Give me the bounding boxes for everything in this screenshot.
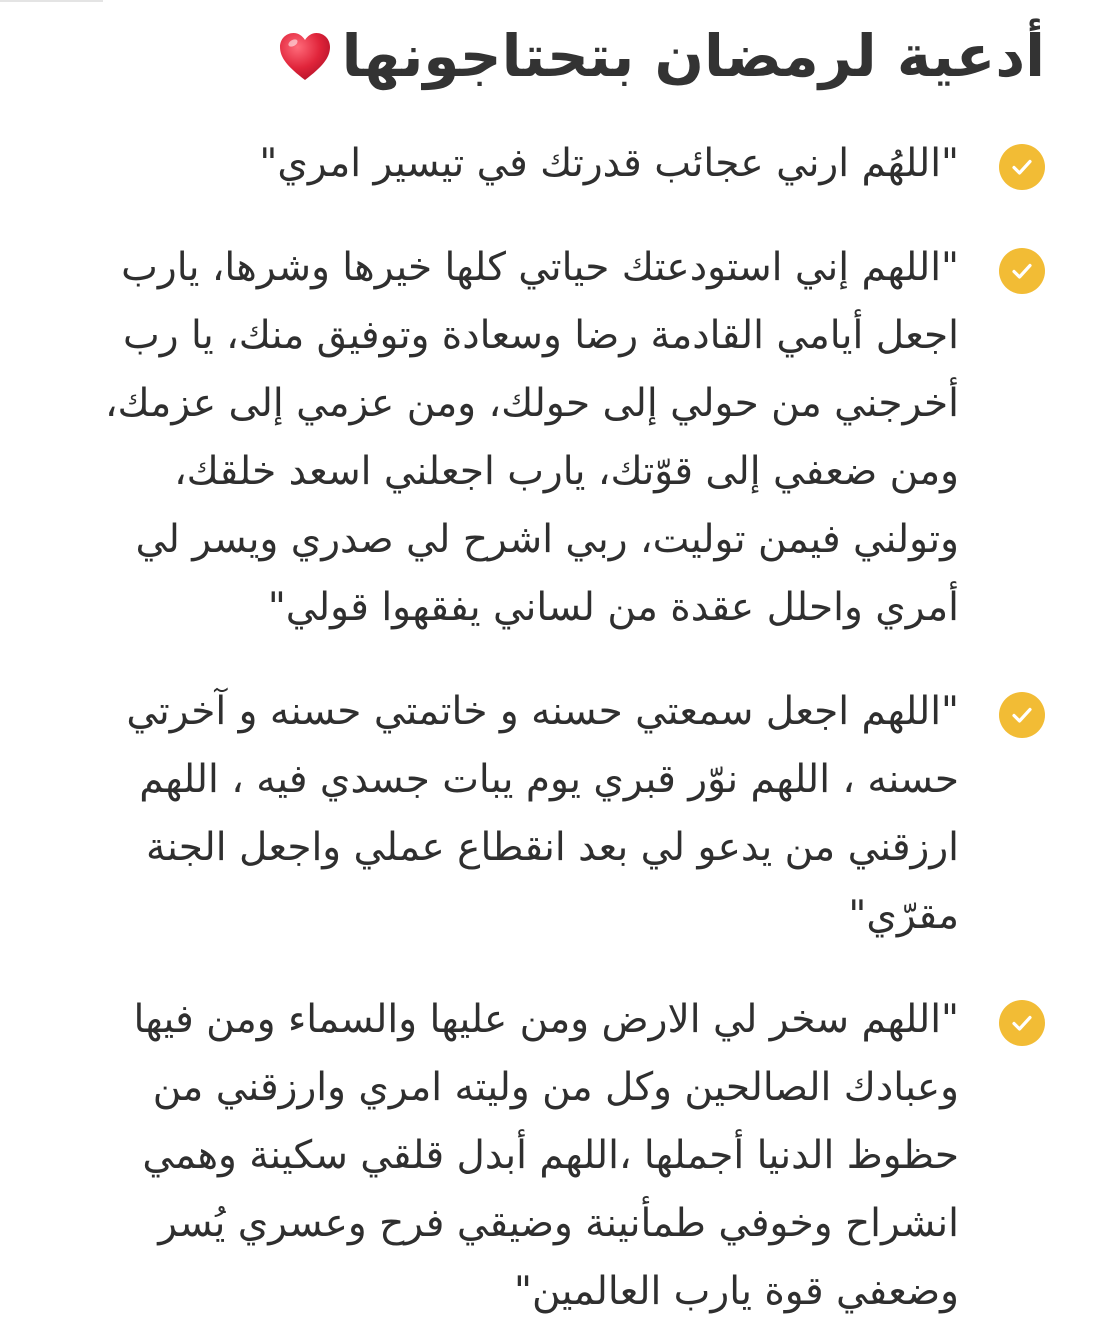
dua-text: "اللهم إني استودعتك حياتي كلها خيرها وشرها، يارب اجعل أيامي القادمة رضا وسعادة وتوفيق منك، يا رب أخرجني من حولي إلى حولك، ومن عزمي إلى عزمك، ومن ضعفي إلى قوّتك، يارب اجعلني اسعد خلقك، وتولني فيمن توليت، ربي اشرح لي صدري ويسر لي أمري واحلل عقدة من لساني يفقهوا قولي"	[104, 245, 959, 630]
page-title	[276, 22, 1045, 92]
list-item	[75, 678, 1045, 950]
list-item	[75, 986, 1045, 1326]
dua-list	[75, 130, 1045, 1326]
top-divider	[0, 0, 103, 2]
page-title-text: أدعية لرمضان بتحتاجونها	[341, 22, 1045, 90]
dua-text: "اللهم سخر لي الارض ومن عليها والسماء ومن فيها وعبادك الصالحين وكل من وليته امري وارزقني من حظوظ الدنيا أجملها ،اللهم أبدل قلقي سكينة وهمي انشراح وخوفي طمأنينة وضيقي فرح وعسري يُسر وضعفي قوة يارب العالمين"	[133, 997, 959, 1314]
list-item	[75, 130, 1045, 198]
check-circle-icon	[999, 248, 1045, 294]
dua-text: "اللهُم ارني عجائب قدرتك في تيسير امري"	[259, 141, 959, 186]
check-circle-icon	[999, 1000, 1045, 1046]
heart-icon	[276, 28, 334, 86]
check-circle-icon	[999, 692, 1045, 738]
check-circle-icon	[999, 144, 1045, 190]
list-item	[75, 234, 1045, 642]
dua-text: "اللهم اجعل سمعتي حسنه و خاتمتي حسنه و آخرتي حسنه ، اللهم نوّر قبري يوم يبات جسدي فيه ، اللهم ارزقني من يدعو لي بعد انقطاع عملي واجعل الجنة مقرّي"	[126, 689, 959, 938]
